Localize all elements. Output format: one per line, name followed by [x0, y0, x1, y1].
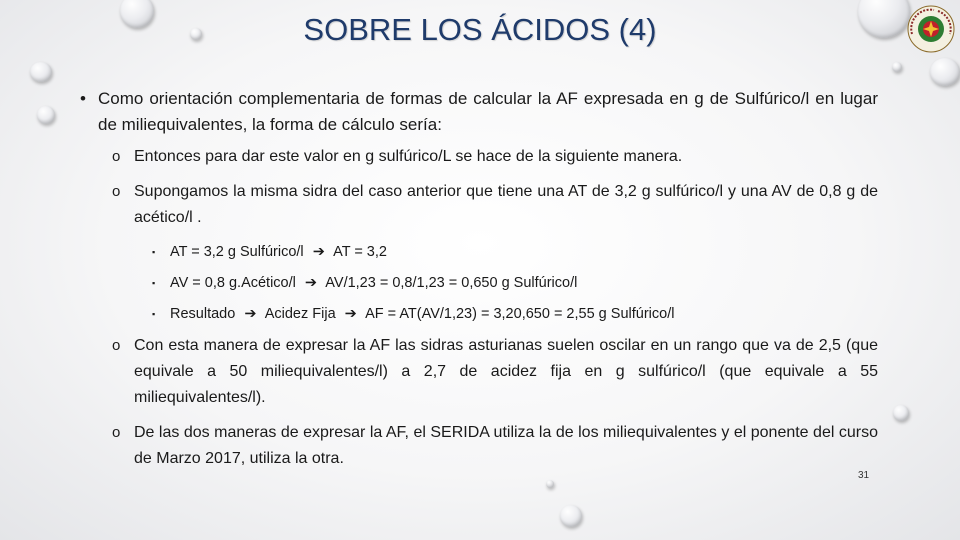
water-drop-decoration: [546, 480, 554, 488]
water-drop-decoration: [37, 106, 55, 124]
slide-body: [78, 86, 878, 481]
bullet-dot-icon: •: [80, 89, 86, 108]
bullet-circle-icon: o: [112, 183, 121, 200]
bullet-square-icon: ▪: [152, 309, 156, 319]
slide-title: SOBRE LOS ÁCIDOS (4): [303, 12, 657, 47]
sub-bullet-de-las-dos: o De las dos maneras de expresar la AF, el SERIDA utiliza la de los miliequivalentes y el ponente del curso de Marzo 2017, utiliza la otra.: [78, 420, 878, 472]
bullet-circle-icon: o: [112, 148, 121, 165]
page-number: 31: [858, 470, 870, 481]
sub-bullet-entonces: o Entonces para dar este valor en g sulfúrico/L se hace de la siguiente manera.: [78, 144, 878, 170]
water-drop-decoration: [560, 505, 582, 527]
water-drop-decoration: [930, 58, 960, 86]
water-drop-decoration: [30, 62, 52, 82]
calc-line-av: ▪ AV = 0,8 g.Acético/l ➔ AV/1,23 = 0,8/1,23 = 0,650 g Sulfúrico/l: [78, 271, 878, 295]
main-bullet: • Como orientación complementaria de formas de calcular la AF expresada en g de Sulfúrico/l en lugar de miliequivalentes, la forma de cálculo sería:: [78, 86, 878, 138]
arrow-right-icon: ➔: [244, 306, 257, 322]
calc-line-at: ▪ AT = 3,2 g Sulfúrico/l ➔ AT = 3,2: [78, 240, 878, 264]
water-drop-decoration: [893, 405, 909, 421]
bullet-circle-icon: o: [112, 337, 121, 354]
bullet-square-icon: ▪: [152, 278, 156, 288]
sub-bullet-supongamos: o Supongamos la misma sidra del caso anterior que tiene una AT de 3,2 g sulfúrico/l y una AV de 0,8 g de acético/l .: [78, 179, 878, 231]
bullet-square-icon: ▪: [152, 247, 156, 257]
arrow-right-icon: ➔: [312, 244, 325, 260]
water-drop-decoration: [892, 62, 902, 72]
sidra-society-logo: [906, 4, 956, 54]
calc-line-resultado: ▪ Resultado ➔ Acidez Fija ➔ AF = AT(AV/1,23) = 3,20,650 = 2,55 g Sulfúrico/l: [78, 302, 878, 326]
sub-bullet-con-esta-manera: o Con esta manera de expresar la AF las sidras asturianas suelen oscilar en un rango que va de 2,5 (que equivale a 50 miliequivalentes/l) a 2,7 de acidez fija en g sulfúrico/l (que equivale a 55 miliequivalentes/l).: [78, 333, 878, 411]
arrow-right-icon: ➔: [344, 306, 357, 322]
bullet-circle-icon: o: [112, 424, 121, 441]
arrow-right-icon: ➔: [304, 275, 318, 291]
